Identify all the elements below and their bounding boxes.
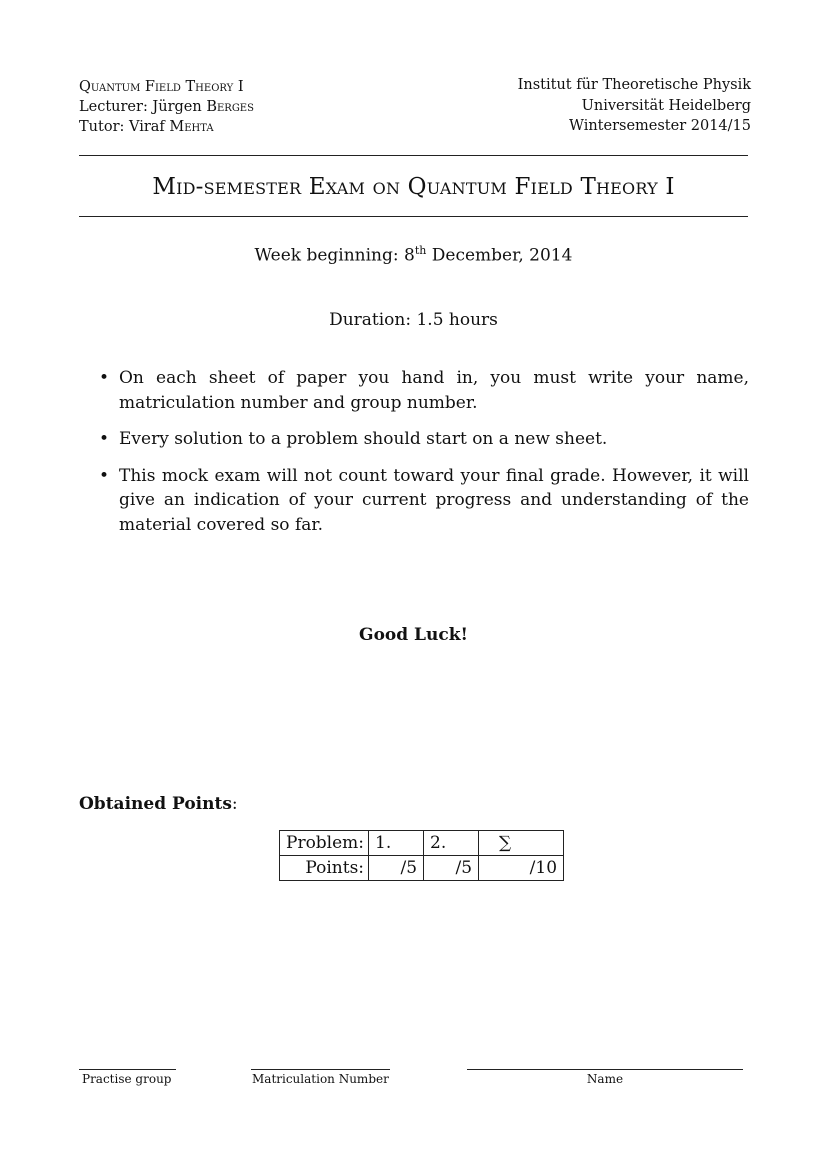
problem-2: 2.	[424, 831, 479, 856]
instruction-text: Every solution to a problem should start on a new sheet.	[119, 429, 608, 449]
sum-icon: ∑	[479, 831, 564, 856]
bullet-icon: •	[99, 465, 110, 486]
bullet-icon: •	[99, 429, 110, 449]
instruction-item	[99, 427, 749, 452]
exam-title: Mid-semester Exam on Quantum Field Theory I	[152, 174, 675, 200]
course-info	[79, 77, 254, 137]
institute-info	[518, 75, 751, 137]
points-2[interactable]: /5	[424, 856, 479, 881]
semester: Wintersemester 2014/15	[569, 118, 751, 134]
week-suffix: December, 2014	[426, 245, 573, 266]
obtained-points-colon: :	[231, 794, 238, 814]
points-label: Points:	[280, 856, 369, 881]
table-row	[280, 831, 564, 856]
points-1[interactable]: /5	[369, 856, 424, 881]
matriculation-number-field[interactable]: Matriculation Number	[251, 1069, 390, 1086]
problem-label: Problem:	[280, 831, 369, 856]
practise-group-field[interactable]: Practise group	[79, 1069, 176, 1086]
points-total[interactable]: /10	[479, 856, 564, 881]
university: Universität Heidelberg	[581, 97, 751, 114]
instruction-text: On each sheet of paper you hand in, you must write your name, matriculation number and group number.	[119, 368, 749, 413]
instruction-item	[99, 366, 749, 415]
lecturer-name: Berges	[206, 99, 254, 115]
tutor-label: Tutor: Viraf	[79, 119, 170, 135]
title-rule-top	[79, 155, 748, 156]
instruction-item	[99, 464, 749, 538]
institute: Institut für Theoretische Physik	[517, 77, 751, 93]
tutor	[79, 117, 254, 137]
bullet-icon: •	[99, 368, 110, 388]
name-field[interactable]: Name	[467, 1069, 743, 1086]
obtained-points-label: Obtained Points	[79, 794, 232, 814]
tutor-name: Mehta	[169, 119, 214, 135]
week-prefix: Week beginning: 8	[254, 245, 415, 266]
lecturer-label: Lecturer: Jürgen	[79, 99, 207, 115]
course-name: Quantum Field Theory I	[79, 79, 244, 95]
points-table	[279, 830, 564, 881]
duration: Duration: 1.5 hours	[329, 310, 498, 330]
obtained-points-heading	[79, 794, 238, 814]
problem-1: 1.	[369, 831, 424, 856]
instruction-text: This mock exam will not count toward your final grade. However, it will give an indication of your current progress and understanding of the material covered so far.	[119, 465, 749, 535]
week-superscript: th	[414, 244, 427, 257]
good-luck: Good Luck!	[359, 625, 468, 645]
lecturer	[79, 97, 254, 117]
week-beginning	[79, 244, 748, 266]
instructions-list	[99, 366, 749, 549]
title-rule-bottom	[79, 216, 748, 217]
table-row	[280, 856, 564, 881]
